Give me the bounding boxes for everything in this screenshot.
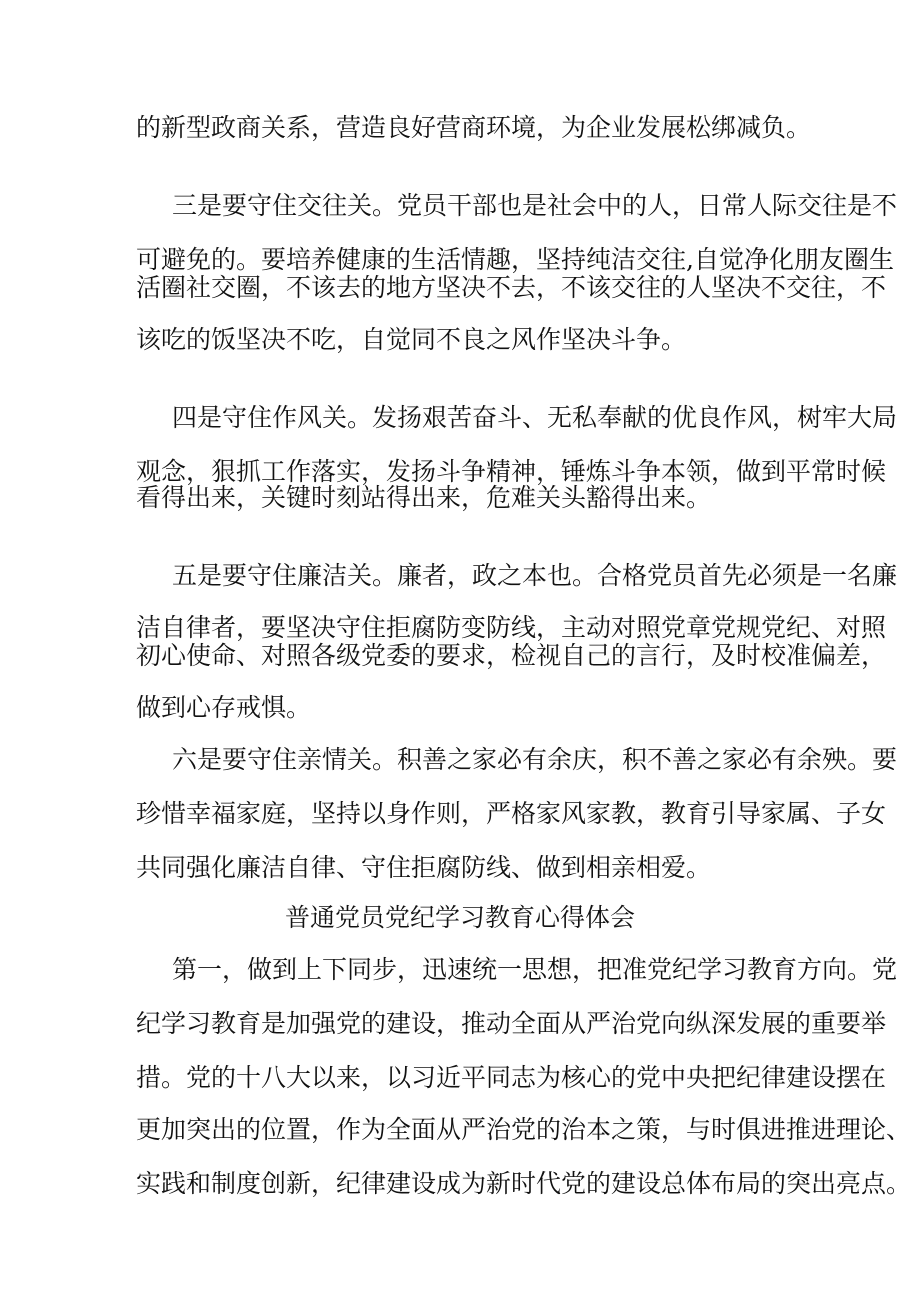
paragraph-line: 四是守住作风关。发扬艰苦奋斗、无私奉献的优良作风，树牢大局 bbox=[172, 403, 898, 432]
paragraph-line: 洁自律者，要坚决守住拒腐防变防线，主动对照党章党规党纪、对照 bbox=[136, 613, 887, 642]
paragraph-line: 六是要守住亲情关。积善之家必有余庆，积不善之家必有余殃。要 bbox=[172, 745, 898, 774]
paragraph-line: 第一，做到上下同步，迅速统一思想，把准党纪学习教育方向。党 bbox=[172, 955, 898, 984]
paragraph-line: 该吃的饭坚决不吃，自觉同不良之风作坚决斗争。 bbox=[136, 325, 687, 354]
paragraph-line: 活圈社交圈，不该去的地方坚决不去，不该交往的人坚决不交往，不 bbox=[136, 273, 887, 302]
paragraph-line: 初心使命、对照各级党委的要求，检视自己的言行，及时校准偏差， bbox=[136, 641, 887, 670]
paragraph-line: 纪学习教育是加强党的建设，推动全面从严治党向纵深发展的重要举 bbox=[136, 1009, 887, 1038]
paragraph-line: 看得出来，关键时刻站得出来，危难关头豁得出来。 bbox=[136, 483, 712, 512]
paragraph-line: 的新型政商关系，营造良好营商环境，为企业发展松绑减负。 bbox=[136, 113, 812, 142]
paragraph-line: 实践和制度创新，纪律建设成为新时代党的建设总体布局的突出亮点。 bbox=[136, 1169, 912, 1198]
paragraph-line: 三是要守住交往关。党员干部也是社会中的人，日常人际交往是不 bbox=[172, 191, 898, 220]
paragraph-line: 更加突出的位置，作为全面从严治党的治本之策，与时俱进推进理论、 bbox=[136, 1115, 912, 1144]
paragraph-line: 可避免的。要培养健康的生活情趣，坚持纯洁交往,自觉净化朋友圈生 bbox=[136, 245, 894, 274]
section-title: 普通党员党纪学习教育心得体会 bbox=[284, 903, 635, 932]
paragraph-line: 珍惜幸福家庭，坚持以身作则，严格家风家教，教育引导家属、子女 bbox=[136, 799, 887, 828]
paragraph-line: 措。党的十八大以来，以习近平同志为核心的党中央把纪律建设摆在 bbox=[136, 1063, 887, 1092]
paragraph-line: 做到心存戒惧。 bbox=[136, 693, 312, 722]
paragraph-line: 共同强化廉洁自律、守住拒腐防线、做到相亲相爱。 bbox=[136, 853, 712, 882]
paragraph-line: 观念，狠抓工作落实，发扬斗争精神，锤炼斗争本领，做到平常时候 bbox=[136, 457, 887, 486]
paragraph-line: 五是要守住廉洁关。廉者，政之本也。合格党员首先必须是一名廉 bbox=[172, 561, 898, 590]
